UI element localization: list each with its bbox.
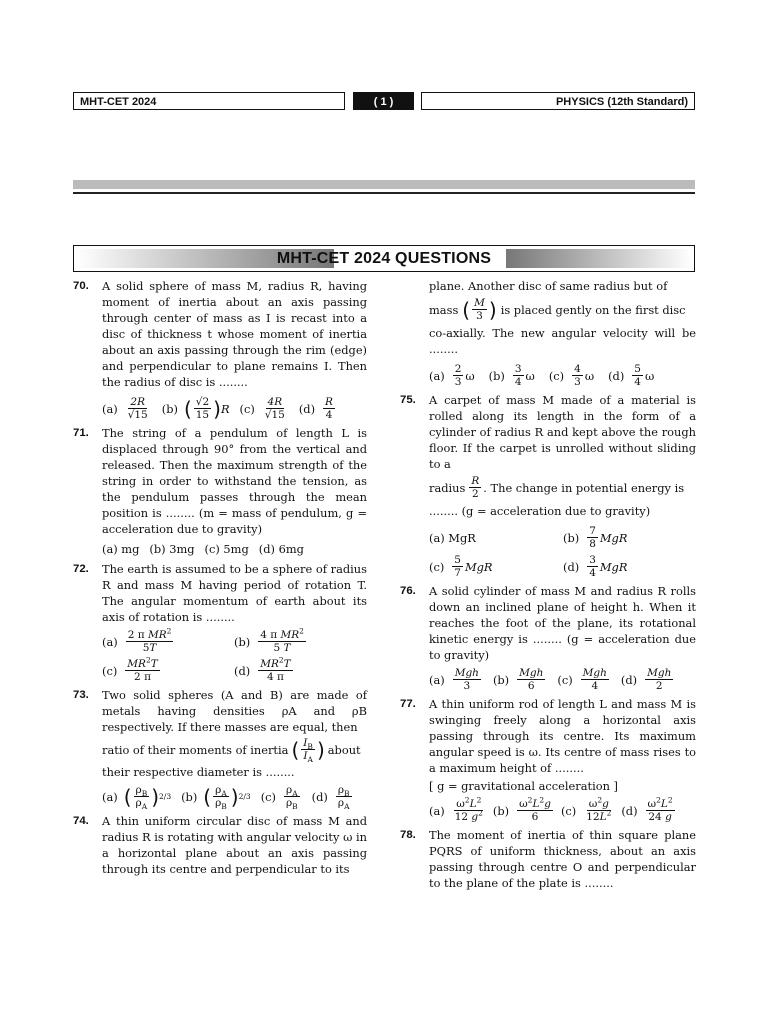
option-b: (b) ( $\rho_A$ $\rho_B$ ) 2/3 xyxy=(181,784,251,812)
question-text: The string of a pendulum of length L is displaced through 90° from the vertical and released. Then the maximum strength of the string in order to withstand the tension, as the pendulum passes through the mean position is ........ (m = mass of pendulum, g = acceleration due to gravity) xyxy=(102,426,367,536)
option-d: (d) R 4 xyxy=(298,396,333,421)
header-page-number: ( 1 ) xyxy=(353,92,414,110)
question-73 xyxy=(73,687,367,812)
option-d: (d) Mgh 2 xyxy=(620,667,672,692)
option-d: (d) $\omega^2L^2$ 24 g xyxy=(621,795,673,823)
option-a: (a) 2 π $MR^2$ 5T xyxy=(102,626,172,654)
question-text: A solid cylinder of mass M and radius R rolls down an inclined plane of height h. When it reaches the foot of the plane, its rotational kinetic energy is ........ (g = acceleration due to gravity) xyxy=(429,584,696,662)
question-text: A solid sphere of mass M, radius R, having moment of inertia about an axis passing through center of mass as I is recast into a disc of thickness t whose moment of inertia about an axis passing through the rim (edge) and perpendicular to plane remains I. Then the radius of disc is ........ xyxy=(102,279,367,389)
header-subject: PHYSICS (12th Standard) xyxy=(421,92,695,110)
option-c: (c) 5 7 MgR xyxy=(429,554,493,579)
question-note: [ g = gravitational acceleration ] xyxy=(429,779,618,793)
option-a: (a) $\omega^2L^2$ 12 $g^2$ xyxy=(429,795,483,823)
question-number: 74. xyxy=(73,815,89,827)
question-77 xyxy=(400,696,696,823)
question-76 xyxy=(400,583,696,692)
option-d: (d) $\rho_B$ $\rho_A$ xyxy=(311,784,350,812)
question-number: 77. xyxy=(400,698,416,710)
question-text: A thin uniform circular disc of mass M and radius R is rotating with angular velocity ω in a horizontal plane about an axis passing through its centre and perpendicular to its xyxy=(102,814,367,876)
question-number: 72. xyxy=(73,563,89,575)
option-c: (c) 5mg xyxy=(204,542,249,556)
option-d: (d) $MR^2T$ 4 π xyxy=(234,655,291,683)
question-number: 73. xyxy=(73,689,89,701)
question-74-continued xyxy=(400,278,696,388)
left-column xyxy=(73,278,367,877)
option-c: (c) $\omega^2g$ $12L^2$ xyxy=(560,795,612,823)
question-71 xyxy=(73,425,367,557)
options xyxy=(102,396,367,421)
option-c: (c) $MR^2T$ 2 π xyxy=(102,655,158,683)
option-b: (b) 3 4 ω xyxy=(488,363,535,388)
question-74 xyxy=(73,813,367,877)
question-text: Two solid spheres (A and B) are made of metals having densities ρA and ρB respectively. If there masses are equal, then xyxy=(102,688,367,734)
header-rule xyxy=(73,192,695,194)
option-c: (c) 4 3 ω xyxy=(548,363,595,388)
question-78 xyxy=(400,827,696,891)
options xyxy=(429,795,696,823)
question-text: co-axially. The new angular velocity will be ........ xyxy=(429,326,696,356)
question-70 xyxy=(73,278,367,421)
option-c: (c) 4R √15 xyxy=(239,396,285,421)
option-a: (a) 2 3 ω xyxy=(429,363,475,388)
question-text: The moment of inertia of thin square plane PQRS of uniform thickness, about an axis passing through centre O and perpendicular to the plane of the plate is ........ xyxy=(429,828,696,890)
section-title-box xyxy=(73,245,695,272)
option-d: (d) 6mg xyxy=(258,542,304,556)
option-b: (b) ( √2 15 ) R xyxy=(161,396,230,421)
question-text: The earth is assumed to be a sphere of radius R and mass M having period of rotation T. The angular momentum of earth about its axis of rotation is ........ xyxy=(102,562,367,624)
options xyxy=(102,784,367,812)
question-75 xyxy=(400,392,696,579)
options xyxy=(102,541,367,557)
option-a: (a) Mgh 3 xyxy=(429,667,479,692)
question-text-line: radius R 2 . The change in potential energy is xyxy=(429,475,685,500)
question-text: ........ (g = acceleration due to gravity) xyxy=(429,504,651,518)
header-exam-name: MHT-CET 2024 xyxy=(73,92,345,110)
options xyxy=(429,363,696,388)
option-b: (b) Mgh 6 xyxy=(492,667,544,692)
option-c: (c) $\rho_A$ $\rho_B$ xyxy=(260,784,298,812)
options xyxy=(429,525,696,579)
option-a: (a) 2R √15 xyxy=(102,396,148,421)
question-text: their respective diameter is ........ xyxy=(102,765,295,779)
right-column xyxy=(400,278,696,891)
option-b: (b) 3mg xyxy=(149,542,195,556)
question-text-line: ratio of their moments of inertia ( $I_B$ $I_A$ ) about xyxy=(102,737,361,765)
option-d: (d) 3 4 MgR xyxy=(563,554,628,579)
option-a: (a) mg xyxy=(102,542,140,556)
question-text-line: mass ( M 3 ) is placed gently on the first disc xyxy=(429,297,686,322)
option-b: (b) 4 π $MR^2$ 5 T xyxy=(234,626,304,654)
options xyxy=(429,667,696,692)
question-number: 76. xyxy=(400,585,416,597)
header-band xyxy=(73,180,695,189)
question-number: 71. xyxy=(73,427,89,439)
question-number: 78. xyxy=(400,829,416,841)
question-72 xyxy=(73,561,367,683)
option-c: (c) Mgh 4 xyxy=(557,667,607,692)
option-b: (b) 7 8 MgR xyxy=(563,525,628,550)
option-d: (d) 5 4 ω xyxy=(608,363,655,388)
question-number: 70. xyxy=(73,280,89,292)
question-text: A carpet of mass M made of a material is rolled along its length in the form of a cylinder of radius R and kept above the rough floor. If the carpet is unrolled without sliding to a xyxy=(429,393,696,471)
option-a: (a) ( $\rho_B$ $\rho_A$ ) 2/3 xyxy=(102,784,172,812)
question-text: plane. Another disc of same radius but of xyxy=(429,279,668,293)
option-a: (a) MgR xyxy=(429,530,476,545)
options xyxy=(102,626,367,683)
question-text: A thin uniform rod of length L and mass M is swinging freely along a horizontal axis passing through its centre. Its maximum angular speed is ω. Its centre of mass rises to a maximum height of ........ xyxy=(429,697,696,775)
option-b: (b) $\omega^2L^2g$ 6 xyxy=(492,795,551,823)
question-number: 75. xyxy=(400,394,416,406)
section-title: MHT-CET 2024 QUESTIONS xyxy=(276,250,492,267)
